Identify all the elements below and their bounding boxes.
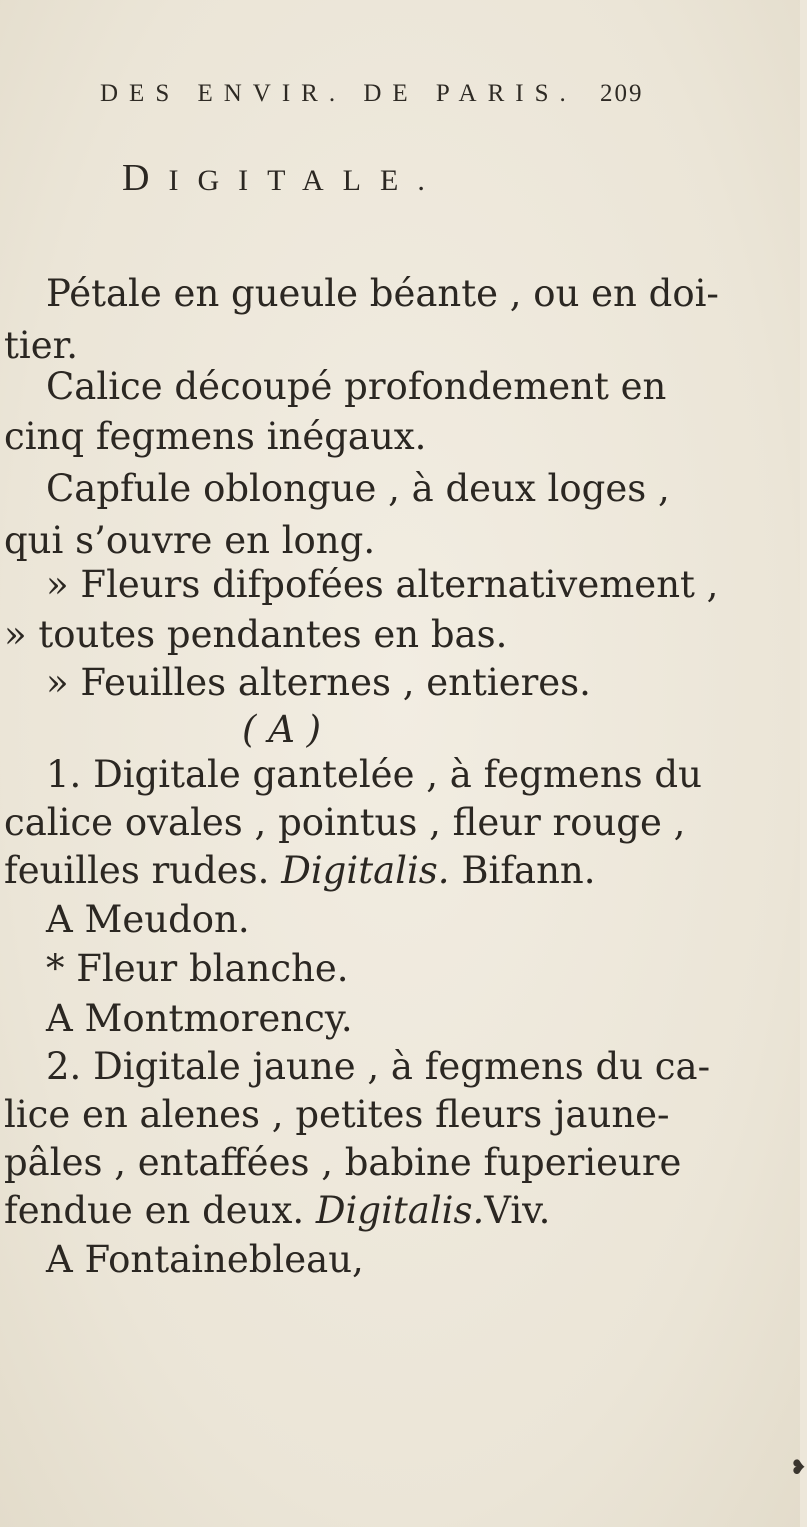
catchword-mark: ❥ bbox=[790, 1455, 807, 1479]
latin-name: Digitalis. bbox=[281, 849, 450, 892]
species-line bbox=[4, 1189, 550, 1233]
description-line: Calice découpé profondement en bbox=[46, 365, 667, 408]
title-rest: IGITALE. bbox=[168, 164, 444, 197]
description-line: qui s’ouvre en long. bbox=[4, 519, 376, 562]
page-number: 209 bbox=[600, 80, 644, 107]
description-line: Pétale en gueule béante , ou en doi- bbox=[46, 272, 719, 315]
species-line bbox=[4, 849, 596, 893]
species-line: 1. Digitale gantelée , à fegmens du bbox=[46, 753, 702, 796]
description-line: » toutes pendantes en bas. bbox=[4, 613, 508, 656]
species-line: calice ovales , pointus , fleur rouge , bbox=[4, 801, 686, 844]
species-text: fendue en deux. bbox=[4, 1189, 305, 1232]
species-text: feuilles rudes. bbox=[4, 849, 270, 892]
section-marker: ( A ) bbox=[242, 708, 322, 751]
species-line: 2. Digitale jaune , à fegmens du ca- bbox=[46, 1045, 711, 1088]
title-initial: D bbox=[122, 157, 169, 199]
description-line: Capfule oblongue , à deux loges , bbox=[46, 467, 670, 510]
description-line: cinq fegmens inégaux. bbox=[4, 415, 427, 458]
section-title bbox=[122, 156, 444, 200]
locality-line: A Fontainebleau, bbox=[46, 1238, 364, 1281]
author-abbrev: Bifann. bbox=[461, 849, 596, 892]
description-line: » Fleurs difpofées alternativement , bbox=[46, 563, 719, 606]
author-abbrev: Viv. bbox=[484, 1189, 551, 1232]
description-line: » Feuilles alternes , entieres. bbox=[46, 661, 591, 704]
variety-line: * Fleur blanche. bbox=[46, 947, 349, 990]
locality-line: A Montmorency. bbox=[46, 997, 353, 1040]
description-line: tier. bbox=[4, 324, 78, 367]
species-line: pâles , entaffées , babine fuperieure bbox=[4, 1141, 682, 1184]
species-line: lice en alenes , petites fleurs jaune- bbox=[4, 1093, 670, 1136]
locality-line: A Meudon. bbox=[46, 898, 250, 941]
latin-name: Digitalis. bbox=[315, 1189, 485, 1232]
running-head-text: DES ENVIR. DE PARIS. bbox=[100, 80, 577, 107]
running-header bbox=[100, 80, 740, 108]
